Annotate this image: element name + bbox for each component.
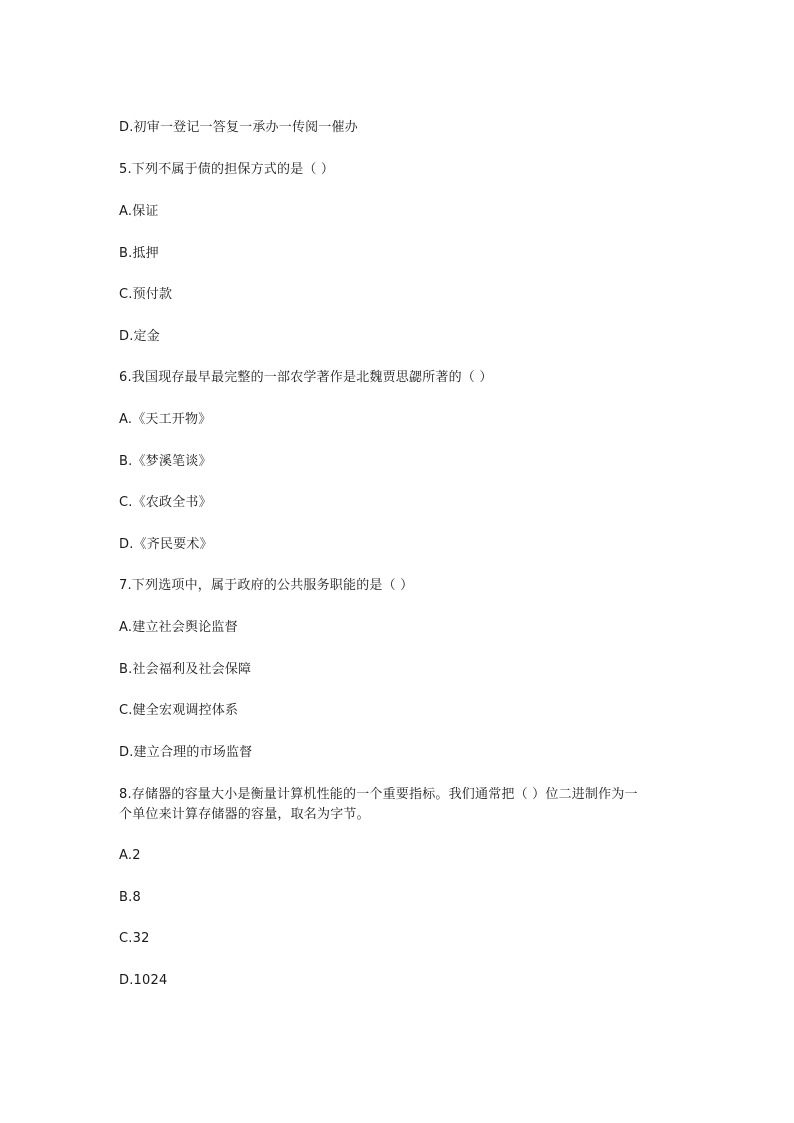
q5-question: 5.下列不属于债的担保方式的是（ ） [119, 162, 335, 177]
q6-option-a: A.《天工开物》 [119, 412, 212, 427]
q6-option-b: B.《梦溪笔谈》 [119, 454, 212, 469]
q8-option-a: A.2 [119, 848, 141, 863]
q4-option-d: D.初审一登记一答复一承办一传阅一催办 [119, 120, 358, 135]
q8-question-line2: 个单位来计算存储器的容量，取名为字节。 [119, 807, 370, 822]
q5-option-b: B.抵押 [119, 246, 159, 261]
q7-option-b: B.社会福利及社会保障 [119, 662, 252, 677]
q7-option-c: C.健全宏观调控体系 [119, 703, 239, 718]
q6-question: 6.我国现存最早最完整的一部农学著作是北魏贾思勰所著的（ ） [119, 370, 493, 385]
q8-question-line1: 8.存储器的容量大小是衡量计算机性能的一个重要指标。我们通常把（ ）位二进制作为一 [119, 787, 638, 802]
q7-option-d: D.建立合理的市场监督 [119, 745, 253, 760]
q8-option-d: D.1024 [119, 973, 168, 988]
q5-option-c: C.预付款 [119, 287, 173, 302]
q5-option-a: A.保证 [119, 204, 159, 219]
q8-option-c: C.32 [119, 931, 150, 946]
q6-option-d: D.《齐民要术》 [119, 537, 213, 552]
q5-option-d: D.定金 [119, 329, 160, 344]
q7-option-a: A.建立社会舆论监督 [119, 620, 238, 635]
q8-option-b: B.8 [119, 890, 141, 905]
q7-question: 7.下列选项中，属于政府的公共服务职能的是（ ） [119, 578, 414, 593]
q6-option-c: C.《农政全书》 [119, 495, 212, 510]
